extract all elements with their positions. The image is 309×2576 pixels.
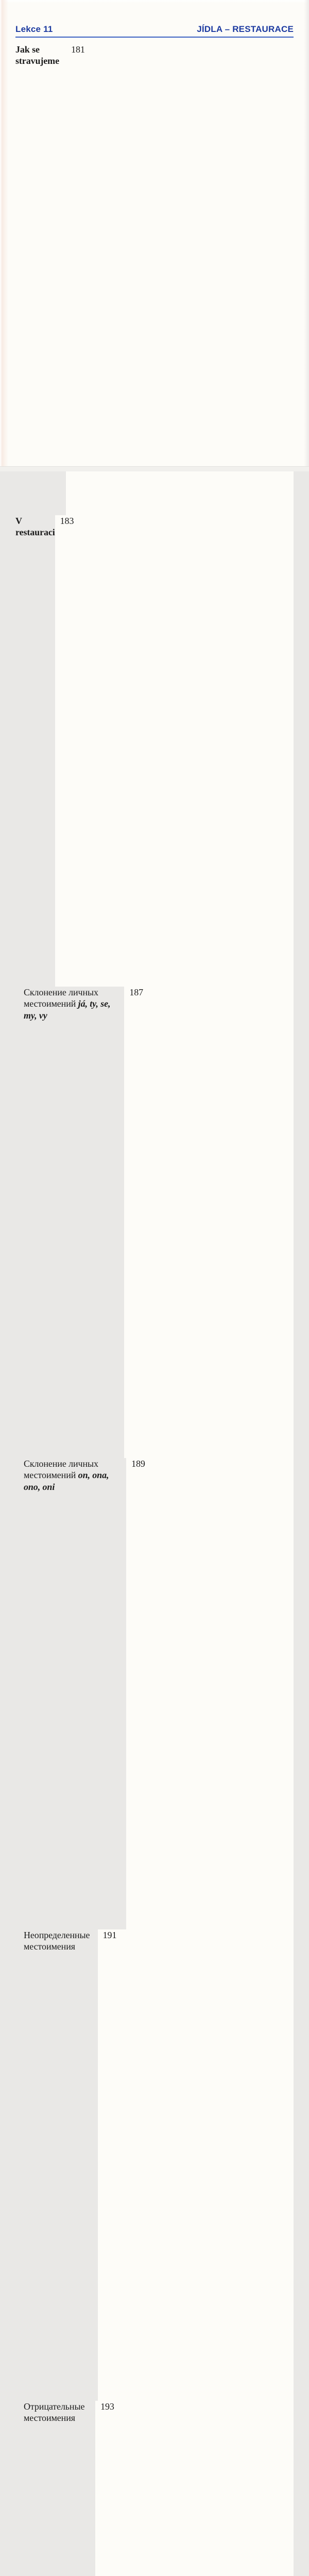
entry-title: Склонение личных местоимений on, ona, ono, oni [24,1459,111,1492]
lesson-label: Lekce 11 [15,24,53,34]
toc-section [15,24,294,2576]
toc-sections [15,24,294,2576]
entry-page-number: 187 [124,987,294,1458]
section-header [15,24,294,38]
toc-entry [15,1458,294,1929]
entry-title-emphasis: on, ona, ono, oni [24,1470,111,1492]
toc-entry [15,44,294,515]
entry-page-number: 193 [95,2401,294,2576]
toc-entry [15,987,294,1458]
entry-title: V restauraci [15,516,55,538]
entry-page-number: 189 [126,1458,294,1929]
entry-title: Неопределенные местоимения [24,1930,92,1952]
entry-title-emphasis: já, ty, se, my, vy [24,998,113,1021]
toc-entry-list [15,44,294,2576]
topic-label: JÍDLA – RESTAURACE [197,24,294,34]
entry-page-number: 181 [66,44,294,515]
photo-edge-top [0,0,309,3]
toc-entry [15,2401,294,2576]
toc-entry [15,515,294,987]
entry-title: Склонение личных местоимений já, ty, se, my, vy [24,987,113,1021]
entry-page-number: 183 [55,515,294,987]
photo-edge-left [0,0,8,471]
entry-title: Jak se stravujeme [15,44,59,66]
photo-edge-right [304,0,309,471]
entry-page-number: 191 [98,1929,294,2401]
toc-entry [15,1929,294,2401]
entry-title: Отрицательные местоимения [24,2401,87,2424]
